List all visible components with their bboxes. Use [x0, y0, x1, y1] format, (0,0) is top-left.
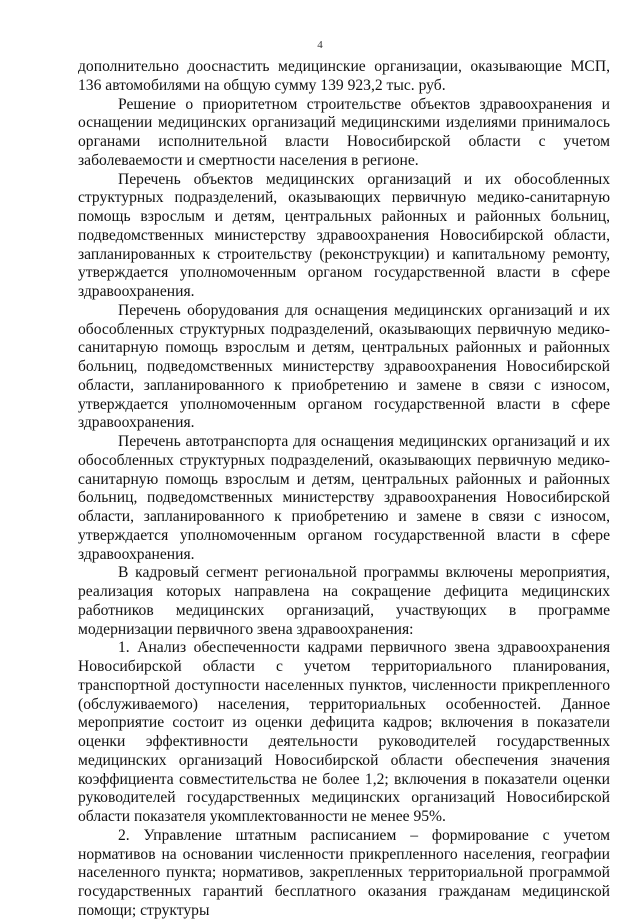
- document-body: [78, 58, 610, 921]
- paragraph: Перечень объектов медицинских организаций и их обособленных структурных подразделений, оказывающих первичную медико-санитарную помощь взрослым и детям, центральных районных и районных больниц, подведомственных министерству здравоохранения Новосибирской области, запланированных к строительству (реконструкции) и капитальному ремонту, утверждается уполномоченным органом государственной власти в сфере здравоохранения.: [78, 170, 610, 300]
- paragraph: Перечень оборудования для оснащения медицинских организаций и их обособленных структурных подразделений, оказывающих первичную медико-санитарную помощь взрослым и детям, центральных районных и районных больниц, подведомственных министерству здравоохранения Новосибирской области, запланированного к приобретению и замене в связи с износом, утверждается уполномоченным органом государственной власти в сфере здравоохранения.: [78, 301, 610, 432]
- paragraph: Перечень автотранспорта для оснащения медицинских организаций и их обособленных структурных подразделений, оказывающих первичную медико-санитарную помощь взрослым и детям, центральных районных и районных больниц, подведомственных министерству здравоохранения Новосибирской области, запланированного к приобретению и замене в связи с износом, утверждается уполномоченным органом государственной власти в сфере здравоохранения.: [78, 433, 610, 563]
- paragraph: 1. Анализ обеспеченности кадрами первичного звена здравоохранения Новосибирской области с учетом территориального планирования, транспортной доступности населенных пунктов, численности прикрепленного (обслуживаемого) населения, территориальных особенностей. Данное мероприятие состоит из оценки дефицита кадров; включения в показатели оценки эффективности деятельности руководителей государственных медицинских организаций Новосибирской области обеспечения значения коэффициента совместительства не более 1,2; включения в показатели оценки руководителей государственных медицинских организаций Новосибирской области показателя укомплектованности не менее 95%.: [78, 639, 610, 825]
- page-number: 4: [317, 39, 323, 51]
- paragraph: Решение о приоритетном строительстве объектов здравоохранения и оснащении медицинских организаций медицинскими изделиями принималось органами исполнительной власти Новосибирской области с учетом заболеваемости и смертности населения в регионе.: [78, 95, 610, 169]
- paragraph: 2. Управление штатным расписанием – формирование с учетом нормативов на основании численности прикрепленного населения, географии населенного пункта; нормативов, закрепленных территориальной программой государственных гарантий бесплатного оказания гражданам медицинской помощи; структуры: [78, 826, 610, 919]
- paragraph: В кадровый сегмент региональной программы включены мероприятия, реализация которых направлена на сокращение дефицита медицинских работников медицинских организаций, участвующих в программе модернизации первичного звена здравоохранения:: [78, 564, 610, 638]
- paragraph: дополнительно дооснастить медицинские организации, оказывающие МСП, 136 автомобилями на общую сумму 139 923,2 тыс. руб.: [78, 58, 610, 94]
